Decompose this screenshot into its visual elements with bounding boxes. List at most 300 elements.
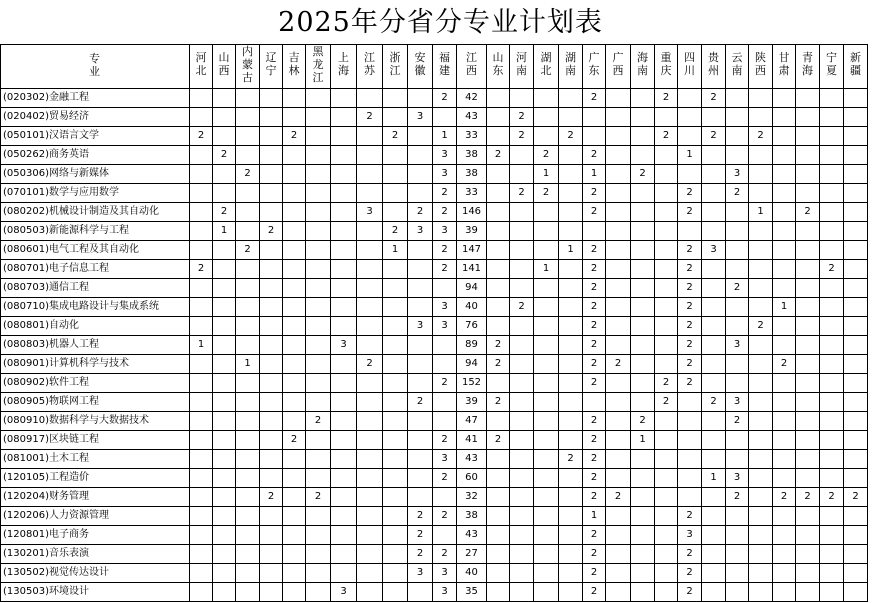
quota-cell[interactable] (678, 469, 702, 488)
quota-cell[interactable] (236, 526, 260, 545)
quota-cell[interactable]: 2 (583, 488, 606, 507)
quota-cell[interactable]: 3 (433, 583, 457, 602)
quota-cell[interactable]: 2 (726, 412, 749, 431)
quota-cell[interactable] (306, 108, 331, 127)
quota-cell[interactable] (749, 165, 773, 184)
quota-cell[interactable] (773, 374, 796, 393)
quota-cell[interactable] (213, 298, 236, 317)
quota-cell[interactable]: 2 (606, 488, 631, 507)
quota-cell[interactable] (606, 108, 631, 127)
major-cell[interactable]: (050101)汉语言文学 (0, 127, 190, 146)
quota-cell[interactable] (331, 222, 357, 241)
quota-cell[interactable] (655, 469, 678, 488)
quota-cell[interactable] (820, 127, 844, 146)
major-cell[interactable]: (080905)物联网工程 (0, 393, 190, 412)
quota-cell[interactable]: 2 (726, 488, 749, 507)
quota-cell[interactable]: 3 (433, 450, 457, 469)
quota-cell[interactable] (773, 127, 796, 146)
quota-cell[interactable] (559, 298, 583, 317)
quota-cell[interactable] (844, 146, 868, 165)
quota-cell[interactable]: 3 (726, 336, 749, 355)
quota-cell[interactable] (655, 545, 678, 564)
quota-cell[interactable] (534, 507, 559, 526)
quota-cell[interactable] (331, 393, 357, 412)
quota-cell[interactable]: 3 (408, 317, 433, 336)
quota-cell[interactable] (383, 260, 408, 279)
quota-cell[interactable]: 3 (331, 583, 357, 602)
quota-cell[interactable] (357, 165, 383, 184)
quota-cell[interactable]: 2 (796, 488, 820, 507)
quota-cell[interactable] (510, 146, 534, 165)
quota-cell[interactable]: 146 (457, 203, 487, 222)
quota-cell[interactable] (534, 488, 559, 507)
quota-cell[interactable]: 2 (433, 241, 457, 260)
quota-cell[interactable] (487, 545, 510, 564)
major-cell[interactable]: (080701)电子信息工程 (0, 260, 190, 279)
major-cell[interactable]: (080503)新能源科学与工程 (0, 222, 190, 241)
quota-cell[interactable] (606, 127, 631, 146)
quota-cell[interactable] (773, 108, 796, 127)
header-province[interactable] (408, 44, 433, 89)
header-province[interactable] (678, 44, 702, 89)
quota-cell[interactable]: 60 (457, 469, 487, 488)
quota-cell[interactable] (606, 203, 631, 222)
quota-cell[interactable] (408, 279, 433, 298)
quota-cell[interactable] (283, 355, 306, 374)
quota-cell[interactable] (510, 165, 534, 184)
quota-cell[interactable]: 39 (457, 393, 487, 412)
quota-cell[interactable] (844, 450, 868, 469)
quota-cell[interactable]: 1 (773, 298, 796, 317)
quota-cell[interactable] (631, 355, 655, 374)
quota-cell[interactable]: 2 (433, 469, 457, 488)
quota-cell[interactable] (213, 564, 236, 583)
quota-cell[interactable] (773, 526, 796, 545)
quota-cell[interactable] (487, 526, 510, 545)
quota-cell[interactable]: 2 (534, 146, 559, 165)
quota-cell[interactable] (702, 431, 726, 450)
quota-cell[interactable] (559, 507, 583, 526)
major-cell[interactable]: (020402)贸易经济 (0, 108, 190, 127)
header-province[interactable] (283, 44, 306, 89)
quota-cell[interactable] (260, 184, 283, 203)
quota-cell[interactable] (702, 412, 726, 431)
header-province[interactable] (510, 44, 534, 89)
quota-cell[interactable] (749, 469, 773, 488)
quota-cell[interactable] (796, 260, 820, 279)
quota-cell[interactable] (283, 298, 306, 317)
quota-cell[interactable] (213, 317, 236, 336)
quota-cell[interactable]: 2 (433, 89, 457, 108)
quota-cell[interactable]: 2 (487, 336, 510, 355)
quota-cell[interactable]: 2 (678, 374, 702, 393)
major-cell[interactable]: (120206)人力资源管理 (0, 507, 190, 526)
quota-cell[interactable]: 2 (678, 279, 702, 298)
quota-cell[interactable]: 2 (583, 89, 606, 108)
quota-cell[interactable] (702, 488, 726, 507)
quota-cell[interactable] (534, 469, 559, 488)
quota-cell[interactable] (844, 241, 868, 260)
quota-cell[interactable] (190, 469, 213, 488)
quota-cell[interactable] (655, 241, 678, 260)
quota-cell[interactable]: 2 (408, 526, 433, 545)
quota-cell[interactable] (749, 564, 773, 583)
quota-cell[interactable] (236, 393, 260, 412)
quota-cell[interactable] (260, 336, 283, 355)
quota-cell[interactable] (487, 279, 510, 298)
quota-cell[interactable]: 2 (726, 184, 749, 203)
quota-cell[interactable] (773, 412, 796, 431)
quota-cell[interactable] (331, 260, 357, 279)
quota-cell[interactable] (213, 393, 236, 412)
quota-cell[interactable] (510, 431, 534, 450)
quota-cell[interactable] (631, 222, 655, 241)
quota-cell[interactable] (236, 184, 260, 203)
quota-cell[interactable] (190, 165, 213, 184)
quota-cell[interactable] (283, 279, 306, 298)
quota-cell[interactable]: 89 (457, 336, 487, 355)
quota-cell[interactable] (631, 469, 655, 488)
quota-cell[interactable]: 2 (749, 317, 773, 336)
quota-cell[interactable] (631, 564, 655, 583)
quota-cell[interactable] (510, 488, 534, 507)
quota-cell[interactable] (510, 583, 534, 602)
quota-cell[interactable] (408, 260, 433, 279)
quota-cell[interactable] (773, 583, 796, 602)
quota-cell[interactable]: 76 (457, 317, 487, 336)
quota-cell[interactable] (408, 165, 433, 184)
quota-cell[interactable] (236, 89, 260, 108)
quota-cell[interactable] (383, 298, 408, 317)
quota-cell[interactable] (260, 393, 283, 412)
quota-cell[interactable] (190, 507, 213, 526)
quota-cell[interactable] (796, 146, 820, 165)
quota-cell[interactable] (408, 298, 433, 317)
quota-cell[interactable] (306, 317, 331, 336)
quota-cell[interactable] (306, 336, 331, 355)
quota-cell[interactable]: 2 (678, 507, 702, 526)
quota-cell[interactable] (844, 564, 868, 583)
quota-cell[interactable] (844, 127, 868, 146)
quota-cell[interactable] (357, 374, 383, 393)
quota-cell[interactable] (408, 241, 433, 260)
major-cell[interactable]: (080703)通信工程 (0, 279, 190, 298)
quota-cell[interactable] (236, 260, 260, 279)
quota-cell[interactable] (773, 184, 796, 203)
header-province[interactable] (773, 44, 796, 89)
quota-cell[interactable] (213, 127, 236, 146)
quota-cell[interactable] (606, 564, 631, 583)
quota-cell[interactable]: 2 (583, 184, 606, 203)
quota-cell[interactable] (631, 393, 655, 412)
quota-cell[interactable] (236, 469, 260, 488)
quota-cell[interactable]: 2 (631, 165, 655, 184)
quota-cell[interactable] (260, 564, 283, 583)
quota-cell[interactable] (283, 412, 306, 431)
quota-cell[interactable] (433, 393, 457, 412)
quota-cell[interactable] (331, 298, 357, 317)
quota-cell[interactable] (383, 355, 408, 374)
quota-cell[interactable] (749, 184, 773, 203)
quota-cell[interactable] (306, 203, 331, 222)
quota-cell[interactable] (726, 241, 749, 260)
quota-cell[interactable] (534, 317, 559, 336)
quota-cell[interactable] (678, 450, 702, 469)
quota-cell[interactable]: 38 (457, 146, 487, 165)
header-province[interactable] (796, 44, 820, 89)
quota-cell[interactable]: 2 (433, 431, 457, 450)
quota-cell[interactable]: 2 (773, 488, 796, 507)
quota-cell[interactable]: 2 (433, 203, 457, 222)
quota-cell[interactable] (559, 431, 583, 450)
quota-cell[interactable] (236, 279, 260, 298)
quota-cell[interactable] (357, 298, 383, 317)
quota-cell[interactable] (655, 108, 678, 127)
quota-cell[interactable]: 2 (655, 374, 678, 393)
quota-cell[interactable]: 3 (408, 222, 433, 241)
quota-cell[interactable] (796, 526, 820, 545)
quota-cell[interactable]: 3 (433, 298, 457, 317)
quota-cell[interactable] (283, 260, 306, 279)
quota-cell[interactable]: 2 (678, 336, 702, 355)
quota-cell[interactable] (383, 431, 408, 450)
quota-cell[interactable] (726, 355, 749, 374)
quota-cell[interactable] (702, 545, 726, 564)
quota-cell[interactable] (357, 127, 383, 146)
quota-cell[interactable] (534, 241, 559, 260)
quota-cell[interactable] (260, 431, 283, 450)
header-province[interactable] (726, 44, 749, 89)
quota-cell[interactable] (433, 526, 457, 545)
quota-cell[interactable] (283, 108, 306, 127)
quota-cell[interactable] (283, 393, 306, 412)
quota-cell[interactable] (306, 146, 331, 165)
quota-cell[interactable] (487, 583, 510, 602)
quota-cell[interactable] (357, 431, 383, 450)
quota-cell[interactable] (357, 488, 383, 507)
header-province[interactable] (606, 44, 631, 89)
quota-cell[interactable]: 2 (583, 203, 606, 222)
quota-cell[interactable]: 2 (383, 127, 408, 146)
quota-cell[interactable] (678, 431, 702, 450)
major-cell[interactable]: (020302)金融工程 (0, 89, 190, 108)
quota-cell[interactable] (655, 184, 678, 203)
quota-cell[interactable] (383, 108, 408, 127)
quota-cell[interactable] (510, 89, 534, 108)
quota-cell[interactable] (749, 108, 773, 127)
quota-cell[interactable] (702, 184, 726, 203)
quota-cell[interactable] (283, 184, 306, 203)
quota-cell[interactable] (213, 108, 236, 127)
quota-cell[interactable]: 2 (678, 564, 702, 583)
quota-cell[interactable] (408, 355, 433, 374)
quota-cell[interactable]: 35 (457, 583, 487, 602)
quota-cell[interactable] (606, 336, 631, 355)
quota-cell[interactable] (236, 488, 260, 507)
quota-cell[interactable] (260, 469, 283, 488)
quota-cell[interactable] (773, 336, 796, 355)
quota-cell[interactable] (820, 108, 844, 127)
quota-cell[interactable]: 3 (408, 108, 433, 127)
quota-cell[interactable]: 94 (457, 355, 487, 374)
quota-cell[interactable]: 2 (408, 507, 433, 526)
quota-cell[interactable] (844, 108, 868, 127)
quota-cell[interactable] (583, 108, 606, 127)
header-province[interactable] (655, 44, 678, 89)
quota-cell[interactable] (559, 336, 583, 355)
quota-cell[interactable] (331, 526, 357, 545)
quota-cell[interactable] (606, 545, 631, 564)
quota-cell[interactable] (726, 108, 749, 127)
quota-cell[interactable]: 2 (820, 260, 844, 279)
quota-cell[interactable] (655, 355, 678, 374)
quota-cell[interactable] (726, 146, 749, 165)
quota-cell[interactable]: 2 (433, 184, 457, 203)
quota-cell[interactable] (820, 298, 844, 317)
quota-cell[interactable]: 2 (433, 374, 457, 393)
quota-cell[interactable] (260, 317, 283, 336)
quota-cell[interactable] (631, 108, 655, 127)
quota-cell[interactable] (726, 203, 749, 222)
quota-cell[interactable] (749, 336, 773, 355)
quota-cell[interactable]: 2 (487, 431, 510, 450)
quota-cell[interactable] (357, 184, 383, 203)
quota-cell[interactable] (796, 298, 820, 317)
quota-cell[interactable] (306, 222, 331, 241)
quota-cell[interactable]: 3 (331, 336, 357, 355)
quota-cell[interactable] (190, 450, 213, 469)
quota-cell[interactable] (844, 355, 868, 374)
quota-cell[interactable]: 2 (357, 355, 383, 374)
quota-cell[interactable] (678, 108, 702, 127)
quota-cell[interactable] (773, 279, 796, 298)
quota-cell[interactable] (796, 317, 820, 336)
quota-cell[interactable] (820, 165, 844, 184)
quota-cell[interactable] (820, 469, 844, 488)
header-province[interactable] (534, 44, 559, 89)
quota-cell[interactable] (306, 355, 331, 374)
quota-cell[interactable] (655, 298, 678, 317)
quota-cell[interactable] (606, 450, 631, 469)
quota-cell[interactable] (749, 146, 773, 165)
quota-cell[interactable]: 2 (408, 393, 433, 412)
quota-cell[interactable]: 42 (457, 89, 487, 108)
quota-cell[interactable] (190, 146, 213, 165)
quota-cell[interactable] (820, 279, 844, 298)
quota-cell[interactable] (702, 583, 726, 602)
quota-cell[interactable]: 3 (433, 146, 457, 165)
quota-cell[interactable] (260, 241, 283, 260)
quota-cell[interactable] (583, 127, 606, 146)
quota-cell[interactable]: 2 (433, 260, 457, 279)
quota-cell[interactable] (678, 89, 702, 108)
quota-cell[interactable]: 2 (583, 336, 606, 355)
major-cell[interactable]: (050262)商务英语 (0, 146, 190, 165)
quota-cell[interactable] (534, 431, 559, 450)
quota-cell[interactable] (726, 374, 749, 393)
quota-cell[interactable] (357, 450, 383, 469)
quota-cell[interactable]: 2 (726, 279, 749, 298)
quota-cell[interactable] (236, 108, 260, 127)
quota-cell[interactable]: 2 (213, 146, 236, 165)
quota-cell[interactable] (796, 279, 820, 298)
quota-cell[interactable] (357, 393, 383, 412)
quota-cell[interactable]: 2 (190, 127, 213, 146)
quota-cell[interactable] (408, 469, 433, 488)
quota-cell[interactable] (559, 374, 583, 393)
quota-cell[interactable] (213, 412, 236, 431)
header-province[interactable] (820, 44, 844, 89)
quota-cell[interactable] (844, 431, 868, 450)
quota-cell[interactable] (283, 165, 306, 184)
quota-cell[interactable] (559, 203, 583, 222)
quota-cell[interactable] (260, 374, 283, 393)
quota-cell[interactable] (820, 146, 844, 165)
quota-cell[interactable] (678, 393, 702, 412)
quota-cell[interactable] (749, 583, 773, 602)
quota-cell[interactable] (383, 469, 408, 488)
quota-cell[interactable] (383, 488, 408, 507)
quota-cell[interactable]: 2 (702, 393, 726, 412)
quota-cell[interactable] (236, 583, 260, 602)
quota-cell[interactable] (844, 469, 868, 488)
quota-cell[interactable] (749, 89, 773, 108)
quota-cell[interactable] (408, 184, 433, 203)
quota-cell[interactable] (260, 412, 283, 431)
quota-cell[interactable] (702, 526, 726, 545)
quota-cell[interactable]: 2 (678, 203, 702, 222)
quota-cell[interactable] (655, 450, 678, 469)
quota-cell[interactable]: 2 (487, 146, 510, 165)
major-cell[interactable]: (080801)自动化 (0, 317, 190, 336)
quota-cell[interactable] (213, 279, 236, 298)
quota-cell[interactable] (631, 127, 655, 146)
quota-cell[interactable] (190, 241, 213, 260)
quota-cell[interactable] (844, 393, 868, 412)
quota-cell[interactable]: 2 (408, 203, 433, 222)
quota-cell[interactable] (190, 222, 213, 241)
quota-cell[interactable] (306, 431, 331, 450)
quota-cell[interactable] (331, 89, 357, 108)
quota-cell[interactable] (190, 583, 213, 602)
quota-cell[interactable] (773, 317, 796, 336)
quota-cell[interactable] (408, 583, 433, 602)
quota-cell[interactable] (796, 184, 820, 203)
quota-cell[interactable] (306, 241, 331, 260)
quota-cell[interactable] (796, 127, 820, 146)
quota-cell[interactable]: 2 (583, 583, 606, 602)
quota-cell[interactable] (383, 317, 408, 336)
quota-cell[interactable] (726, 545, 749, 564)
quota-cell[interactable] (283, 564, 306, 583)
quota-cell[interactable] (306, 165, 331, 184)
quota-cell[interactable]: 2 (583, 545, 606, 564)
quota-cell[interactable] (702, 108, 726, 127)
quota-cell[interactable] (306, 583, 331, 602)
quota-cell[interactable] (726, 127, 749, 146)
quota-cell[interactable] (331, 450, 357, 469)
quota-cell[interactable] (213, 545, 236, 564)
quota-cell[interactable]: 2 (559, 450, 583, 469)
quota-cell[interactable] (559, 89, 583, 108)
quota-cell[interactable] (606, 241, 631, 260)
quota-cell[interactable] (260, 89, 283, 108)
quota-cell[interactable] (796, 374, 820, 393)
quota-cell[interactable] (260, 450, 283, 469)
quota-cell[interactable] (702, 146, 726, 165)
quota-cell[interactable] (844, 260, 868, 279)
quota-cell[interactable]: 39 (457, 222, 487, 241)
